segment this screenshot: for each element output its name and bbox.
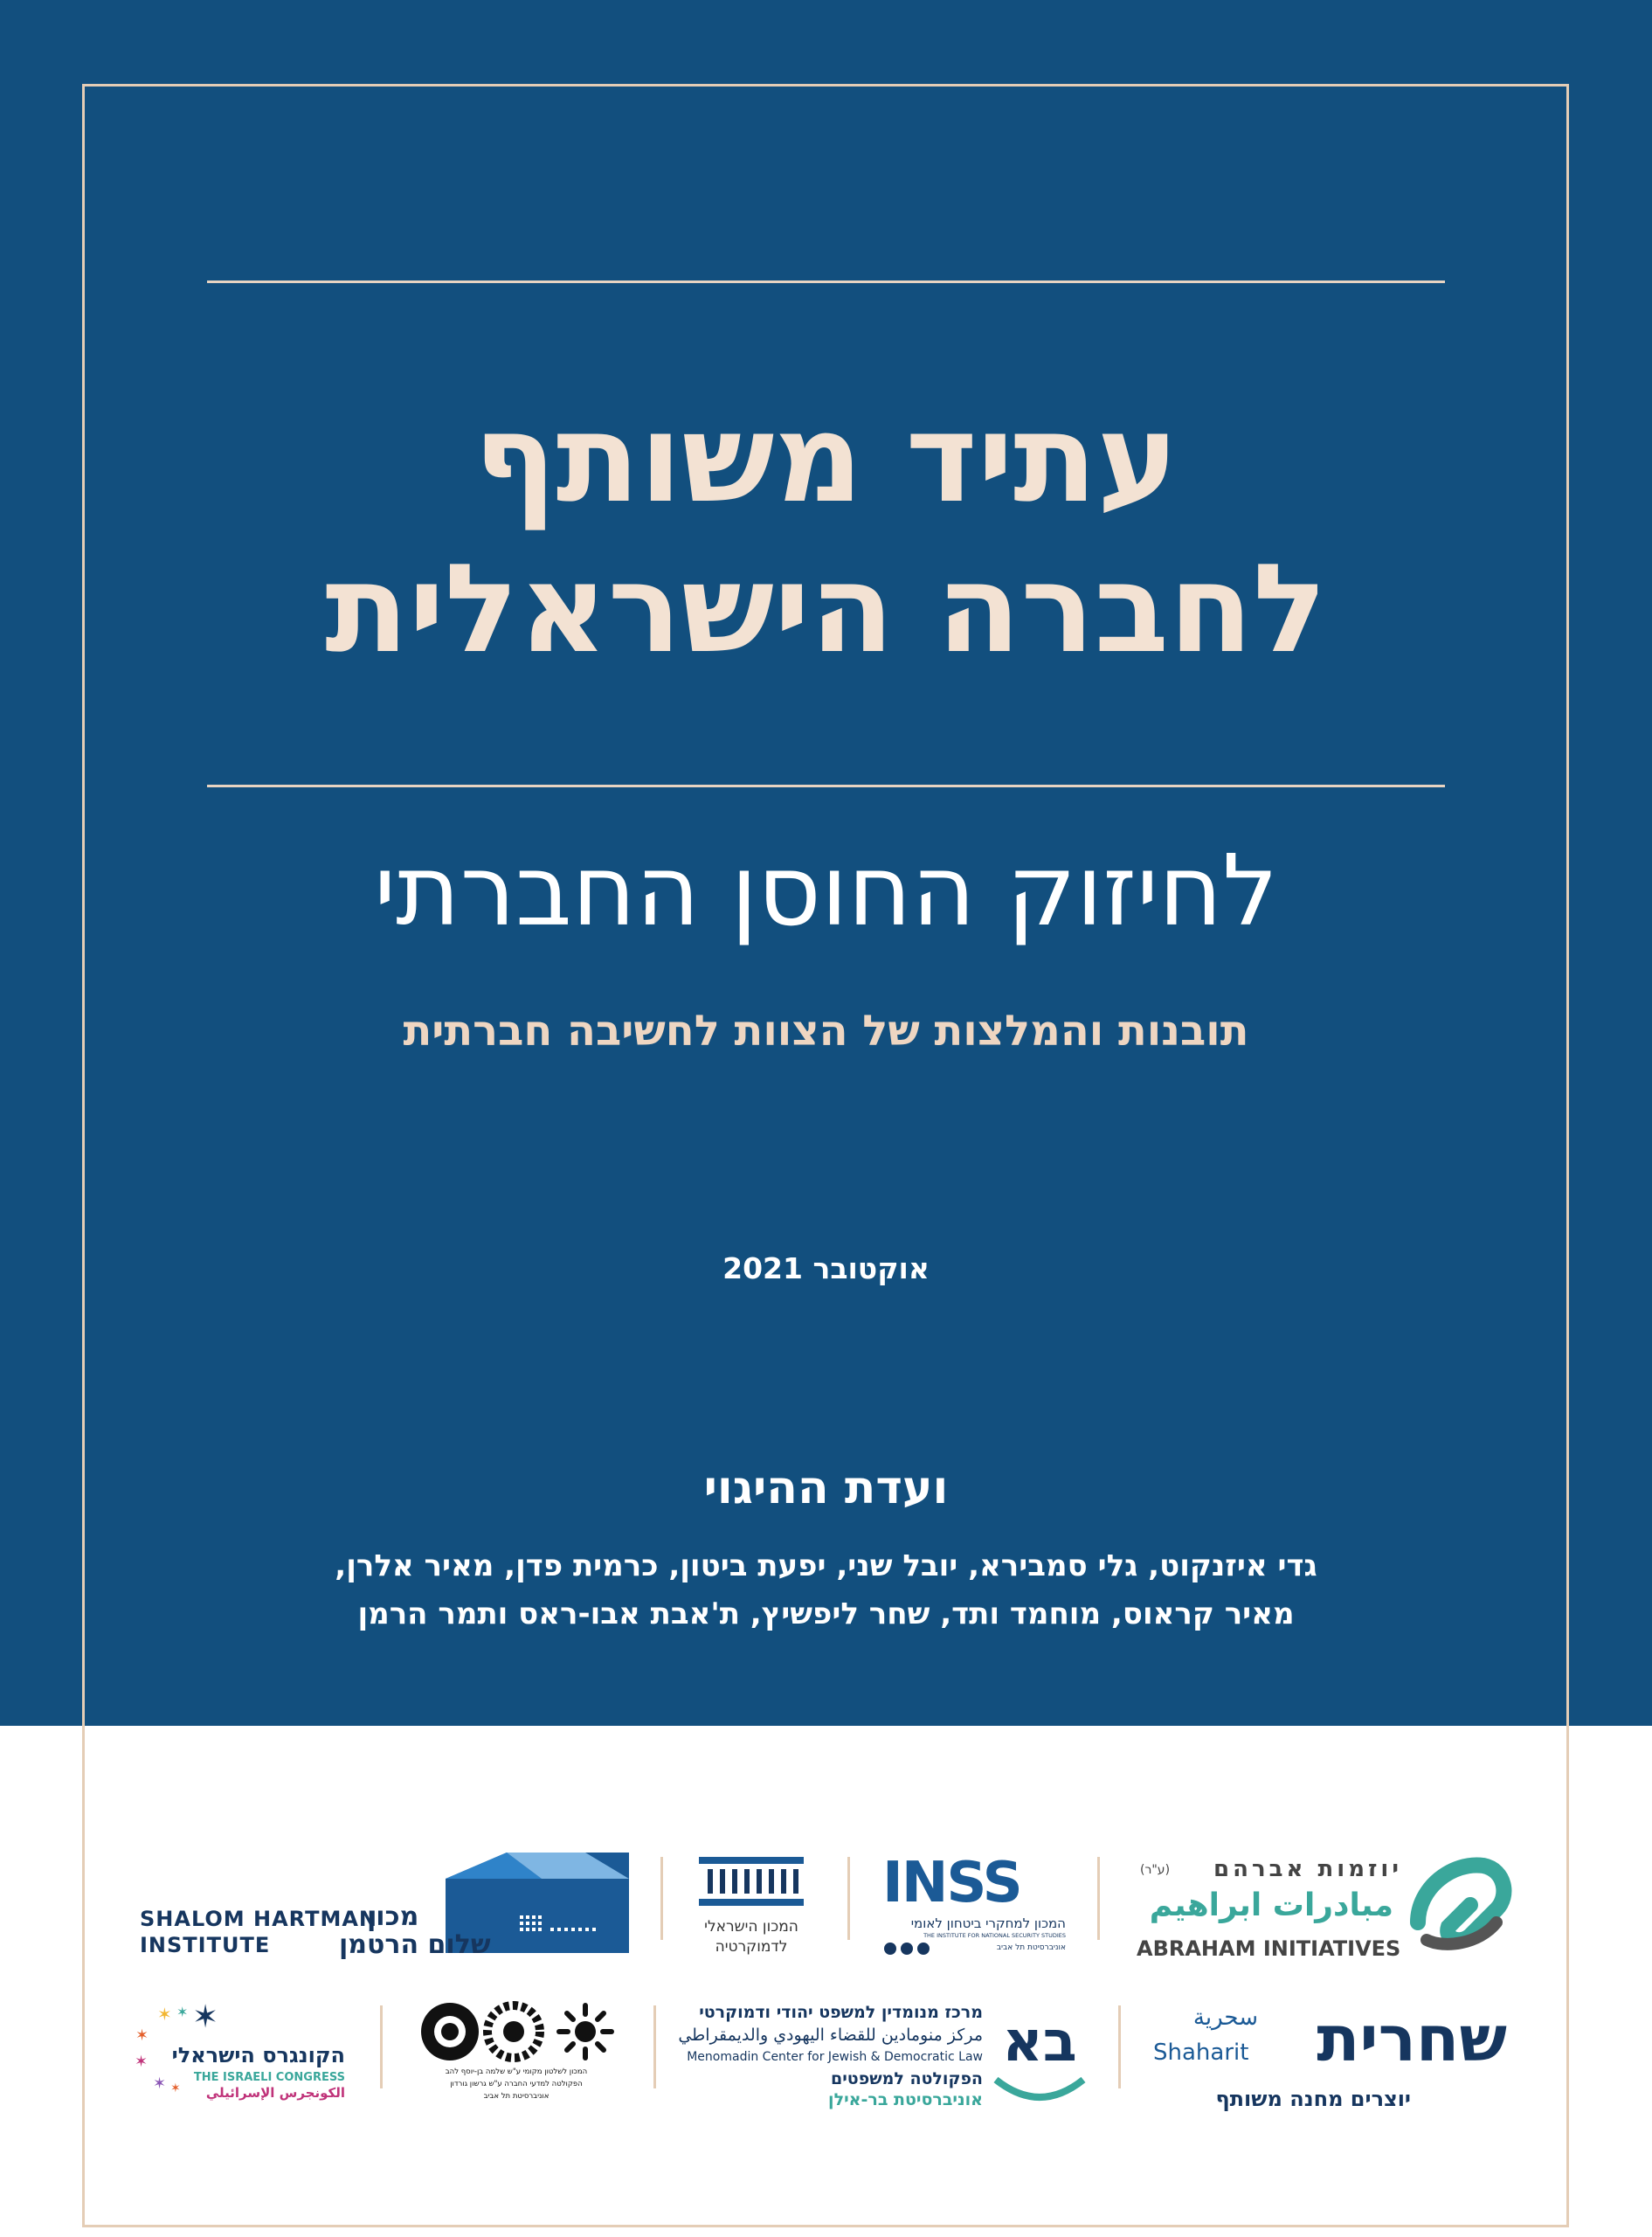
cover-subtitle: לחיזוק החוסן החברתי bbox=[374, 835, 1278, 948]
abraham-initiatives-logo bbox=[1131, 1853, 1520, 1966]
cover-title bbox=[175, 384, 1477, 685]
menomadin-faculty: הפקולטה למשפטים bbox=[830, 2069, 983, 2088]
cover-tagline: תובנות והמלצות של הצוות לחשיבה חברתית bbox=[403, 1007, 1249, 1056]
inss-english-name: THE INSTITUTE FOR NATIONAL SECURITY STUDIES bbox=[923, 1932, 1066, 1939]
congress-arabic-name: الكونجرس الإسرائيلي bbox=[205, 2085, 345, 2101]
logo-divider bbox=[660, 1857, 663, 1940]
hartman-english-line-1: SHALOM HARTMAN bbox=[140, 1907, 377, 1931]
committee-members bbox=[262, 1542, 1390, 1638]
logo-divider bbox=[380, 2005, 383, 2088]
congress-hebrew-name: הקונגרס הישראלי bbox=[171, 2043, 345, 2067]
logo-divider bbox=[1118, 2005, 1121, 2088]
members-line-1: גדי איזנקוט, גלי סמבירא, יובל שני, יפעת ביטון, כרמית פדן, מאיר אלרן, bbox=[335, 1548, 1317, 1583]
tau-line-1: המכון לשלטון מקומי ע"ש שלמה בן-יוסף להב bbox=[445, 2067, 588, 2076]
hands-icon bbox=[1409, 1853, 1514, 1957]
pillars-icon bbox=[699, 1857, 804, 1909]
title-line-2: לחברה הישראלית bbox=[325, 538, 1327, 681]
svg-text:✶: ✶ bbox=[192, 2001, 218, 2035]
publication-date: אוקטובר 2021 bbox=[722, 1251, 930, 1285]
shaharit-english-name: Shaharit bbox=[1153, 2040, 1249, 2066]
inss-logo bbox=[882, 1853, 1075, 1962]
shaharit-hebrew-name: שחרית bbox=[1317, 2002, 1507, 2075]
abraham-english-name: ABRAHAM INITIATIVES bbox=[1137, 1936, 1401, 1961]
hartman-hebrew-line-1: מכון bbox=[367, 1901, 419, 1932]
abraham-arabic-name: مبادرات ابراهيم bbox=[1149, 1887, 1393, 1923]
menomadin-university: אוניברסיטת בר-אילן bbox=[828, 2090, 983, 2109]
svg-text:✶: ✶ bbox=[153, 2074, 167, 2093]
menomadin-english-name: Menomadin Center for Jewish & Democratic Law bbox=[687, 2050, 983, 2064]
inss-university: אוניברסיטת תל אביב bbox=[996, 1943, 1066, 1952]
idi-hebrew-line-1: המכון הישראלי bbox=[704, 1918, 798, 1936]
israel-democracy-institute-logo bbox=[690, 1857, 812, 1962]
menomadin-arabic-name: مركز منومادين للقضاء اليهودي والديمقراطي bbox=[678, 2026, 983, 2045]
menomadin-hebrew-name: מרכז מנומדין למשפט יהודי ודמוקרטי bbox=[699, 2003, 983, 2022]
shaharit-logo bbox=[1149, 2001, 1516, 2119]
members-line-2: מאיר קראוס, מוחמד ותד, שחר ליפשיץ, ת'אבת אבו-ראס ותמר הרמן bbox=[357, 1596, 1295, 1631]
congress-english-name: THE ISRAELI CONGRESS bbox=[193, 2071, 345, 2084]
menomadin-mark: בא bbox=[1002, 2010, 1077, 2074]
shaharit-tagline: יוצרים מחנה משותף bbox=[1215, 2087, 1411, 2111]
inss-wordmark: INSS bbox=[882, 1851, 1021, 1915]
title-line-1: עתיד משותף bbox=[473, 388, 1179, 530]
israeli-congress-logo bbox=[131, 2001, 349, 2106]
tau-emblems-icon bbox=[419, 2001, 620, 2062]
svg-text:✶: ✶ bbox=[135, 2026, 149, 2045]
svg-text:✶: ✶ bbox=[176, 2004, 189, 2020]
menomadin-arc-icon bbox=[992, 2075, 1088, 2110]
svg-text:✶: ✶ bbox=[157, 2004, 172, 2025]
logo-divider bbox=[847, 1857, 850, 1940]
svg-text:✶: ✶ bbox=[170, 2081, 181, 2095]
hartman-english-line-2: INSTITUTE bbox=[140, 1933, 271, 1957]
menomadin-center-logo bbox=[678, 2001, 1092, 2115]
top-rule bbox=[207, 280, 1445, 283]
abraham-hebrew-suffix: (ע"ר) bbox=[1140, 1863, 1171, 1877]
shaharit-arabic-name: سحرية bbox=[1192, 2005, 1258, 2031]
tau-line-3: אוניברסיטת תל אביב bbox=[483, 2092, 550, 2101]
abraham-hebrew-name: יוזמות אברהם bbox=[1213, 1856, 1402, 1882]
logo-divider bbox=[653, 2005, 656, 2088]
inss-circles-icon bbox=[882, 1940, 935, 1957]
shalom-hartman-logo bbox=[140, 1853, 629, 1960]
svg-text:✶: ✶ bbox=[135, 2053, 149, 2071]
logo-divider bbox=[1097, 1857, 1100, 1940]
middle-rule bbox=[207, 785, 1445, 787]
tel-aviv-university-logo bbox=[415, 2001, 625, 2106]
inss-hebrew-name: המכון למחקרי ביטחון לאומי bbox=[910, 1915, 1066, 1931]
tau-line-2: הפקולטה למדעי החברה ע"ש גרשון גורדון bbox=[450, 2080, 583, 2088]
hartman-hebrew-line-2: שלום הרטמן bbox=[339, 1929, 491, 1960]
idi-hebrew-line-2: לדמוקרטיה bbox=[715, 1938, 788, 1956]
committee-heading: ועדת ההיגוי bbox=[703, 1462, 949, 1514]
